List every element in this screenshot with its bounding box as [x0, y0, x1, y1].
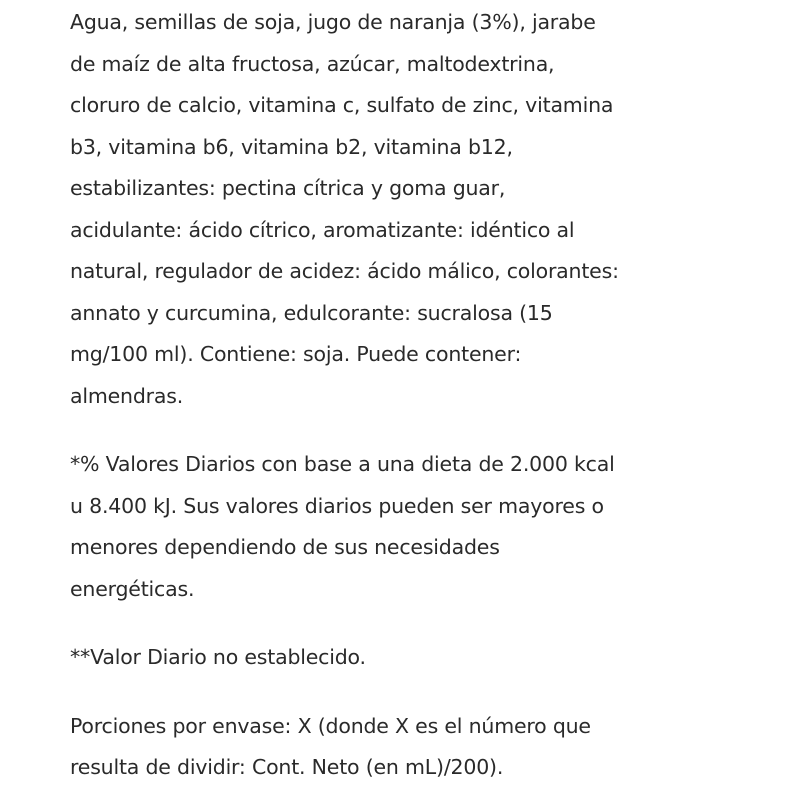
daily-values-line: menores dependiendo de sus necesidades — [70, 535, 500, 559]
ingredients-line: acidulante: ácido cítrico, aromatizante: idéntico al — [70, 217, 575, 242]
ingredients-line: natural, regulador de acidez: ácido málico, colorantes: — [70, 259, 619, 283]
paragraph-spacer — [70, 417, 750, 444]
ingredients-line: annato y curcumina, edulcorante: sucralosa (15 — [70, 300, 553, 325]
ingredients-line: de maíz de alta fructosa, azúcar, maltodextrina, — [70, 51, 555, 76]
nutrition-label-text — [70, 2, 750, 789]
ingredients-line: mg/100 ml). Contiene: soja. Puede contener: — [70, 342, 522, 366]
servings-note — [70, 706, 750, 789]
daily-values-line: *% Valores Diarios con base a una dieta de 2.000 kcal — [70, 452, 615, 476]
daily-values-note — [70, 444, 750, 610]
no-daily-value-note — [70, 637, 750, 679]
ingredients-line: almendras. — [70, 383, 184, 408]
paragraph-spacer — [70, 679, 750, 706]
daily-values-line: energéticas. — [70, 576, 195, 601]
ingredients-line: Agua, semillas de soja, jugo de naranja (3%), jarabe — [70, 10, 596, 34]
servings-line: Porciones por envase: X (donde X es el número que — [70, 713, 591, 738]
servings-line: resulta de dividir: Cont. Neto (en mL)/200). — [70, 755, 504, 779]
ingredients-line: estabilizantes: pectina cítrica y goma guar, — [70, 176, 506, 200]
ingredients-line: b3, vitamina b6, vitamina b2, vitamina b12, — [70, 134, 513, 159]
ingredients-line: cloruro de calcio, vitamina c, sulfato de zinc, vitamina — [70, 93, 614, 117]
daily-values-line: u 8.400 kJ. Sus valores diarios pueden ser mayores o — [70, 493, 604, 518]
paragraph-spacer — [70, 610, 750, 637]
no-daily-value-line: **Valor Diario no establecido. — [70, 645, 366, 669]
ingredients-paragraph — [70, 2, 750, 417]
